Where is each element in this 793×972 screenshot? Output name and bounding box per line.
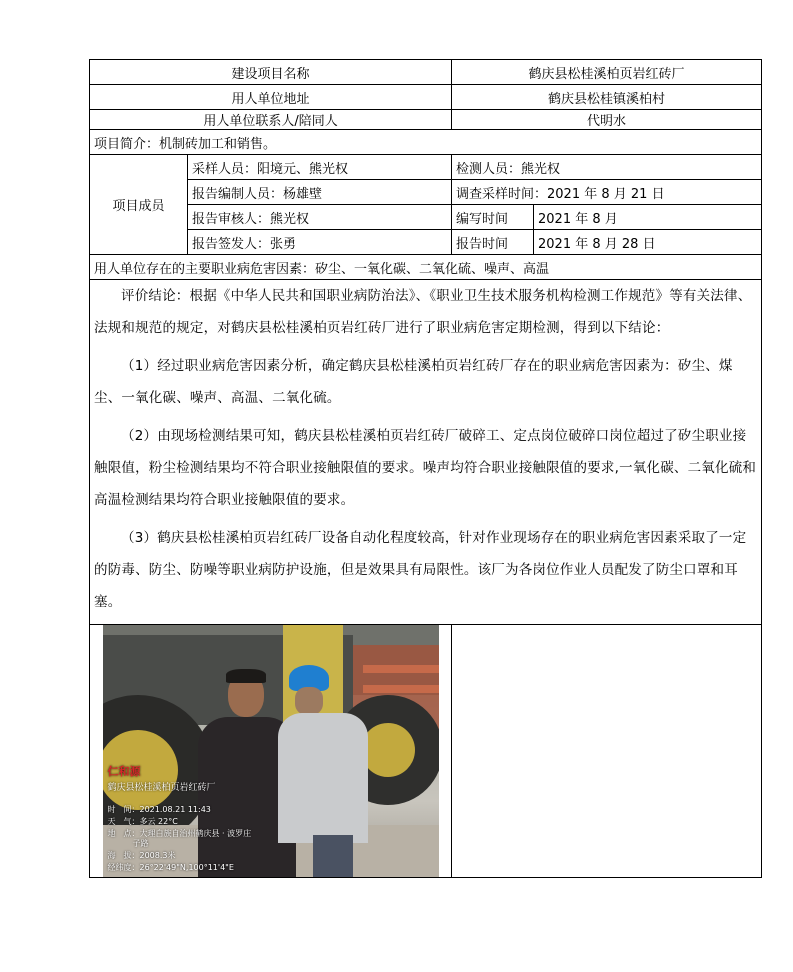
members-label: 项目成员 bbox=[90, 155, 188, 255]
report-table bbox=[89, 59, 762, 878]
project-name-row bbox=[90, 60, 762, 85]
photo-weather: 天 气：多云 22°C bbox=[107, 817, 178, 826]
contact-value: 代明水 bbox=[452, 110, 762, 130]
conclusion-row bbox=[90, 280, 762, 625]
report-issuer: 报告签发人：张勇 bbox=[188, 230, 452, 255]
photo-title: 鹤庆县松桂溪柏页岩红砖厂 bbox=[107, 783, 216, 793]
hazards-row bbox=[90, 255, 762, 280]
photo-altitude: 海 拔：2008.3米 bbox=[107, 851, 176, 860]
photo-place: 地 点：大理白族自治州鹤庆县 · 波罗庄 bbox=[107, 829, 252, 838]
tester: 检测人员：熊光权 bbox=[452, 155, 762, 180]
conclusion-item-2: （2）由现场检测结果可知，鹤庆县松桂溪柏页岩红砖厂破碎工、定点岗位破碎口岗位超过了矽尘职业接触限值，粉尘检测结果均不符合职业接触限值的要求。噪声均符合职业接触限值的要求,一氧化碳、二氧化硫和高温检测结果均符合职业接触限值的要求。 bbox=[94, 428, 757, 508]
writing-time-value: 2021 年 8 月 bbox=[534, 205, 762, 230]
contact-row bbox=[90, 110, 762, 130]
project-name-value: 鹤庆县松桂溪柏页岩红砖厂 bbox=[452, 60, 762, 85]
site-photo bbox=[103, 625, 439, 877]
contact-label: 用人单位联系人/陪同人 bbox=[90, 110, 452, 130]
photo-brand: 仁和源 bbox=[107, 765, 141, 778]
photo-place-2: 子路 bbox=[132, 839, 149, 848]
conclusion-cell bbox=[90, 280, 762, 625]
report-page bbox=[89, 59, 761, 878]
address-label: 用人单位地址 bbox=[90, 85, 452, 110]
members-row-4 bbox=[90, 230, 762, 255]
conclusion-intro: 评价结论：根据《中华人民共和国职业病防治法》、《职业卫生技术服务机构检测工作规范》等有关法律、法规和规范的规定，对鹤庆县松桂溪柏页岩红砖厂进行了职业病危害定期检测，得到以下结论： bbox=[94, 288, 752, 336]
photo-time: 时 间：2021.08.21 11:43 bbox=[107, 805, 211, 814]
intro-row bbox=[90, 130, 762, 155]
photo-cell bbox=[90, 625, 452, 878]
members-row-1 bbox=[90, 155, 762, 180]
conclusion-item-3: （3）鹤庆县松桂溪柏页岩红砖厂设备自动化程度较高，针对作业现场存在的职业病危害因素采取了一定的防毒、防尘、防噪等职业病防护设施，但是效果具有局限性。该厂为各岗位作业人员配发了防尘口罩和耳塞。 bbox=[94, 530, 747, 610]
project-name-label: 建设项目名称 bbox=[90, 60, 452, 85]
photo-coords: 经纬度：26°22'49"N,100°11'4"E bbox=[107, 863, 234, 872]
survey-time: 调查采样时间：2021 年 8 月 21 日 bbox=[452, 180, 762, 205]
report-reviewer: 报告审核人：熊光权 bbox=[188, 205, 452, 230]
address-row bbox=[90, 85, 762, 110]
project-intro: 项目简介：机制砖加工和销售。 bbox=[90, 130, 762, 155]
conclusion-item-1: （1）经过职业病危害因素分析，确定鹤庆县松桂溪柏页岩红砖厂存在的职业病危害因素为：矽尘、煤尘、一氧化碳、噪声、高温、二氧化硫。 bbox=[94, 358, 733, 406]
writing-time-label: 编写时间 bbox=[452, 205, 534, 230]
members-row-3 bbox=[90, 205, 762, 230]
hazard-factors: 用人单位存在的主要职业病危害因素：矽尘、一氧化碳、二氧化硫、噪声、高温 bbox=[90, 255, 762, 280]
address-value: 鹤庆县松桂镇溪柏村 bbox=[452, 85, 762, 110]
report-writer: 报告编制人员：杨雄壁 bbox=[188, 180, 452, 205]
members-row-2 bbox=[90, 180, 762, 205]
sampler: 采样人员：阳境元、熊光权 bbox=[188, 155, 452, 180]
report-time-value: 2021 年 8 月 28 日 bbox=[534, 230, 762, 255]
report-time-label: 报告时间 bbox=[452, 230, 534, 255]
empty-photo-cell bbox=[452, 625, 762, 878]
photo-row bbox=[90, 625, 762, 878]
